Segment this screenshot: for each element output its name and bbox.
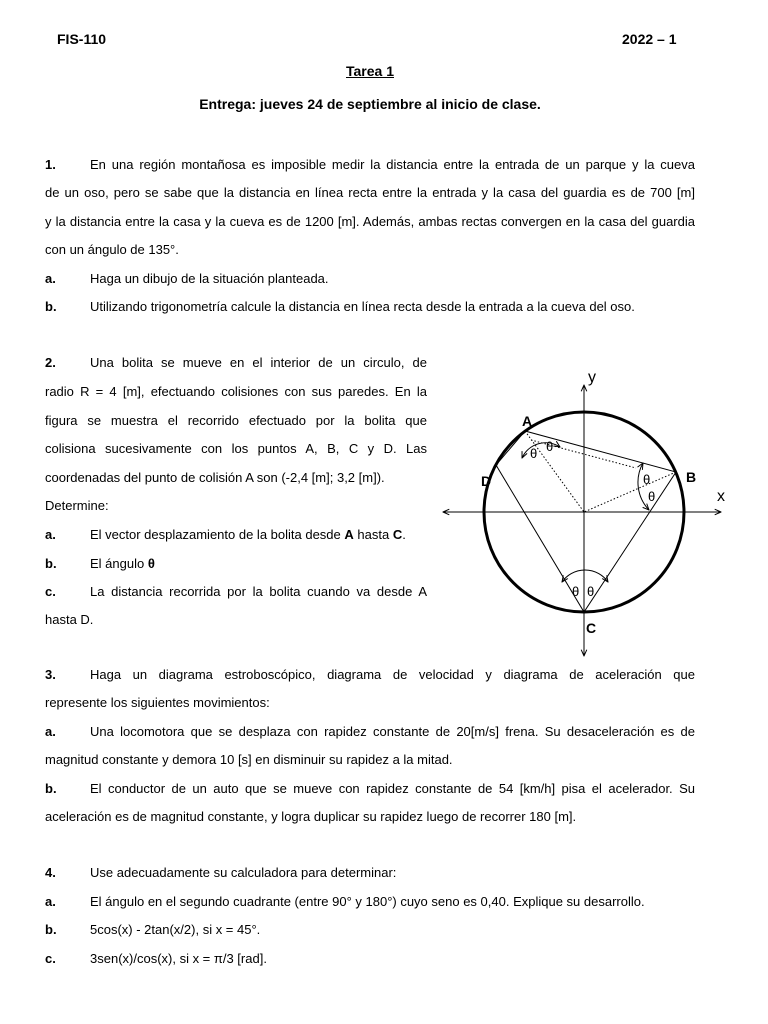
q2-b-theta: θ: [147, 556, 155, 571]
q2-line-2: radio R = 4 [m], efectuando colisiones con sus paredes. En la: [45, 384, 427, 399]
q4-a-label: a.: [45, 894, 56, 909]
course-code: FIS-110: [57, 31, 107, 47]
term: 2022 – 1: [622, 31, 677, 47]
q1-line-3: y la distancia entre la casa y la cueva es de 1200 [m]. Además, ambas rectas convergen en la casa del guardia: [45, 214, 695, 229]
q2-item-b: [45, 555, 427, 573]
q1-line-2: de un oso, pero se sabe que la distancia en línea recta entre la entrada y la casa del guardia es de 700 [m]: [45, 185, 695, 200]
q4-line-1: [45, 864, 695, 882]
q3-b-label: b.: [45, 781, 57, 796]
theta-c2: θ: [587, 584, 595, 599]
q1-item-b: [45, 298, 695, 316]
q2-line-5: coordenadas del punto de colisión A son (-2,4 [m]; 3,2 [m]).: [45, 470, 385, 485]
q2-a-point-a: A: [344, 527, 354, 542]
q4-number: 4.: [45, 865, 56, 880]
q4-c-text: 3sen(x)/cos(x), si x = π/3 [rad].: [90, 951, 267, 966]
y-axis-label: y: [588, 369, 596, 386]
theta-a2: θ: [530, 446, 538, 461]
q3-number: 3.: [45, 667, 56, 682]
q2-line-6: Determine:: [45, 498, 109, 513]
q4-b-text: 5cos(x) - 2tan(x/2), si x = 45°.: [90, 922, 261, 937]
q2-a-label: a.: [45, 527, 56, 542]
angle-arc-a: [522, 443, 560, 458]
q4-intro: Use adecuadamente su calculadora para determinar:: [90, 865, 397, 880]
q4-item-c: [45, 950, 695, 968]
point-d-label: D: [481, 473, 492, 489]
q3-item-a: [45, 723, 695, 741]
q3-text-1: Haga un diagrama estroboscópico, diagrama de velocidad y diagrama de aceleración que: [90, 667, 695, 682]
normal-b: [584, 472, 676, 512]
q3-line-2: represente los siguientes movimientos:: [45, 695, 270, 710]
q1-b-label: b.: [45, 299, 57, 314]
q2-item-c: [45, 583, 427, 601]
page-subtitle: Entrega: jueves 24 de septiembre al inicio de clase.: [199, 96, 541, 112]
page-title: Tarea 1: [346, 63, 394, 79]
q2-text-1: Una bolita se mueve en el interior de un circulo, de: [90, 355, 427, 370]
q3-item-b-cont: aceleración es de magnitud constante, y logra duplicar su rapidez luego de recorrer 180 [m].: [45, 809, 577, 824]
q2-c-text-1: La distancia recorrida por la bolita cuando va desde A: [90, 584, 427, 599]
q1-number: 1.: [45, 157, 56, 172]
angle-arc-c: [562, 570, 608, 582]
theta-b2: θ: [648, 489, 656, 504]
q1-a-text: Haga un dibujo de la situación planteada.: [90, 271, 329, 286]
circle-figure: [430, 360, 750, 665]
q2-item-a: [45, 526, 427, 544]
q2-line-4: colisiona sucesivamente con los puntos A, B, C y D. Las: [45, 441, 427, 456]
normal-a: [525, 431, 584, 512]
q2-number: 2.: [45, 355, 56, 370]
q3-item-a-cont: magnitud constante y demora 10 [s] en disminuir su rapidez a la mitad.: [45, 752, 453, 767]
q1-b-text: Utilizando trigonometría calcule la distancia en línea recta desde la entrada a la cueva del oso.: [90, 299, 635, 314]
q3-a-label: a.: [45, 724, 56, 739]
q2-a-post: .: [402, 527, 406, 542]
q2-b-pre: El ángulo: [90, 556, 148, 571]
trajectory: [496, 431, 676, 612]
theta-b1: θ: [643, 472, 651, 487]
q1-item-a: [45, 270, 695, 288]
q2-a-pre: El vector desplazamiento de la bolita desde: [90, 527, 345, 542]
q2-c-label: c.: [45, 584, 56, 599]
theta-a1: θ: [546, 439, 554, 454]
q2-line-1: [45, 354, 427, 372]
q2-item-c-cont: hasta D.: [45, 612, 94, 627]
q1-text-1: En una región montañosa es imposible medir la distancia entre la entrada de un parque y la cueva: [90, 157, 695, 172]
q2-a-point-c: C: [392, 527, 403, 542]
point-c-label: C: [586, 620, 597, 636]
x-axis-label: x: [717, 488, 725, 505]
q4-a-text: El ángulo en el segundo cuadrante (entre 90° y 180°) cuyo seno es 0,40. Explique su desarrollo.: [90, 894, 645, 909]
q2-line-3: figura se muestra el recorrido efectuado por la bolita que: [45, 413, 427, 428]
q3-item-b: [45, 780, 695, 798]
q3-b-text-1: El conductor de un auto que se mueve con rapidez constante de 54 [km/h] pisa el acelerador. Su: [90, 781, 695, 796]
q4-c-label: c.: [45, 951, 56, 966]
q3-line-1: [45, 666, 695, 684]
q2-a-mid: hasta: [353, 527, 393, 542]
q2-b-label: b.: [45, 556, 57, 571]
q1-a-label: a.: [45, 271, 56, 286]
q4-item-b: [45, 921, 695, 939]
q4-b-label: b.: [45, 922, 57, 937]
point-a-label: A: [522, 413, 533, 429]
q1-line-4: con un ángulo de 135°.: [45, 242, 179, 257]
q3-a-text-1: Una locomotora que se desplaza con rapidez constante de 20[m/s] frena. Su desaceleración es de: [90, 724, 695, 739]
theta-c1: θ: [572, 584, 580, 599]
q1-line-1: [45, 156, 695, 174]
q4-item-a: [45, 893, 695, 911]
point-b-label: B: [686, 469, 697, 485]
